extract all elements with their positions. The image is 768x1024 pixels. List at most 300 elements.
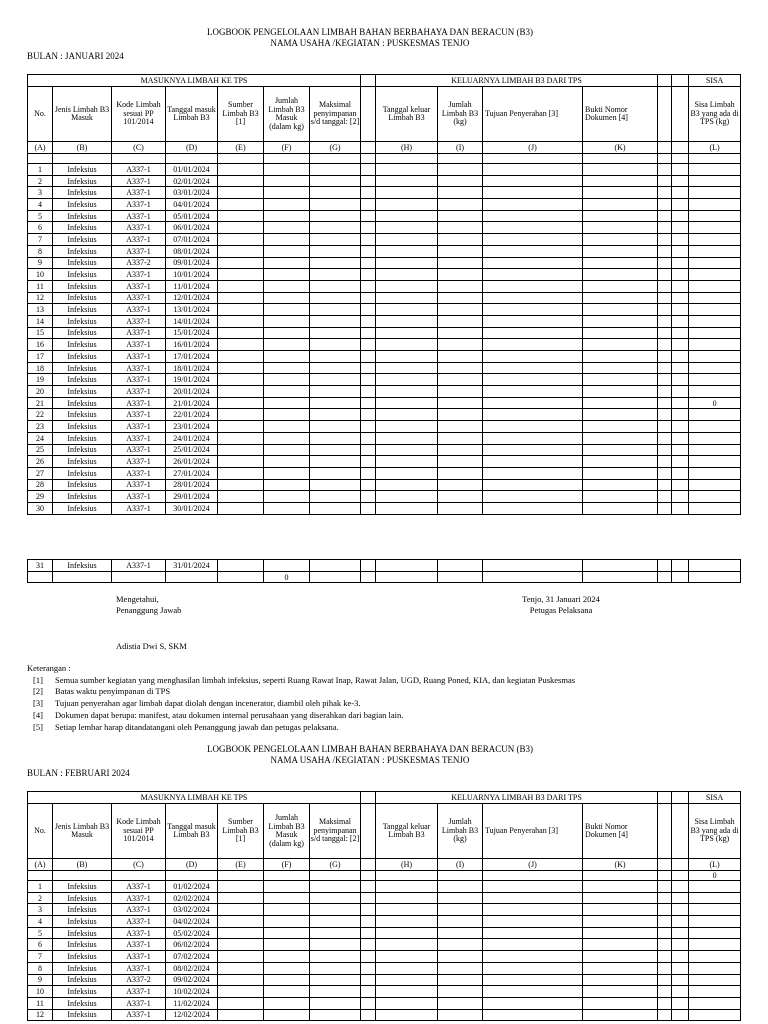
empty-cell	[376, 154, 438, 164]
cell-kode: A337-1	[112, 997, 166, 1009]
cell-tanggal: 12/01/2024	[166, 292, 218, 304]
note-text: Setiap lembar harap ditandatangani oleh Penanggung jawab dan petugas pelaksana.	[55, 721, 339, 732]
empty-cell	[310, 502, 361, 514]
empty-cell	[583, 997, 658, 1009]
empty-cell	[658, 315, 672, 327]
empty-cell	[376, 210, 438, 222]
cell-jenis: Infeksius	[53, 234, 112, 246]
empty-cell	[483, 397, 583, 409]
empty-cell	[658, 292, 672, 304]
spacer-cell	[672, 859, 689, 871]
cell-jenis: Infeksius	[53, 904, 112, 916]
empty-cell	[689, 939, 741, 951]
empty-cell	[438, 280, 483, 292]
empty-cell	[672, 315, 689, 327]
cell-jenis: Infeksius	[53, 339, 112, 351]
cell-no: 2	[28, 892, 53, 904]
note-item	[27, 675, 575, 687]
empty-cell	[361, 339, 376, 351]
empty-cell	[361, 986, 376, 998]
col-header-tanggal-masuk: Tanggal masuk Limbah B3	[166, 87, 218, 142]
cell-sisa	[689, 257, 741, 269]
cell-kode: A337-1	[112, 421, 166, 433]
col-letter-tujuan: (J)	[483, 142, 583, 154]
cell-no: 3	[28, 904, 53, 916]
cell-kode: A337-1	[112, 881, 166, 893]
empty-cell	[658, 467, 672, 479]
empty-cell	[658, 154, 672, 164]
cell-tanggal: 09/01/2024	[166, 257, 218, 269]
table-row	[28, 927, 741, 939]
cell-tanggal: 20/01/2024	[166, 386, 218, 398]
empty-cell	[218, 222, 264, 234]
empty-cell	[361, 881, 376, 893]
empty-cell	[376, 927, 438, 939]
empty-cell	[658, 339, 672, 351]
cell-tanggal: 22/01/2024	[166, 409, 218, 421]
empty-cell	[361, 479, 376, 491]
empty-cell	[218, 327, 264, 339]
empty-cell	[361, 154, 376, 164]
empty-cell	[658, 386, 672, 398]
cell-sisa	[689, 222, 741, 234]
cell-no: 1	[28, 881, 53, 893]
cell-no: 14	[28, 315, 53, 327]
cell-sisa	[689, 456, 741, 468]
col-header-sumber: Sumber Limbah B3 [1]	[218, 804, 264, 859]
empty-cell	[310, 916, 361, 928]
col-letter-jumlah-masuk: (F)	[264, 859, 310, 871]
empty-cell	[218, 362, 264, 374]
empty-cell	[483, 1009, 583, 1021]
empty-cell	[264, 421, 310, 433]
spacer-cell	[361, 142, 376, 154]
empty-cell	[438, 164, 483, 176]
empty-cell	[361, 974, 376, 986]
empty-cell	[658, 175, 672, 187]
table-row	[28, 386, 741, 398]
cell-jenis: Infeksius	[53, 444, 112, 456]
empty-cell	[483, 502, 583, 514]
empty-cell	[483, 210, 583, 222]
doc-title-feb: LOGBOOK PENGELOLAAN LIMBAH BAHAN BERBAHAYA DAN BERACUN (B3)	[207, 744, 533, 754]
empty-cell	[438, 154, 483, 164]
table-row	[28, 362, 741, 374]
total-jumlah-masuk: 0	[264, 571, 310, 583]
cell-kode: A337-1	[112, 560, 166, 572]
empty-cell	[218, 199, 264, 211]
cell-sisa	[689, 502, 741, 514]
empty-cell	[310, 397, 361, 409]
empty-cell	[583, 269, 658, 281]
empty-cell	[361, 280, 376, 292]
empty-cell	[672, 222, 689, 234]
col-letter-sumber: (E)	[218, 859, 264, 871]
empty-cell	[483, 916, 583, 928]
empty-cell	[310, 175, 361, 187]
empty-cell	[264, 927, 310, 939]
cell-no: 8	[28, 962, 53, 974]
empty-cell	[583, 362, 658, 374]
cell-jenis: Infeksius	[53, 222, 112, 234]
empty-cell	[361, 444, 376, 456]
col-header-bukti-dokumen: Bukti Nomor Dokumen [4]	[583, 87, 658, 142]
empty-cell	[438, 951, 483, 963]
cell-jenis: Infeksius	[53, 986, 112, 998]
empty-cell	[483, 997, 583, 1009]
empty-cell	[658, 397, 672, 409]
empty-cell	[583, 222, 658, 234]
empty-cell	[658, 871, 672, 881]
empty-cell	[438, 257, 483, 269]
empty-cell	[310, 351, 361, 363]
empty-cell	[361, 351, 376, 363]
empty-cell	[310, 234, 361, 246]
note-text: Semua sumber kegiatan yang menghasilan limbah infeksius, seperti Ruang Rawat Inap, Rawat Jalan, UGD, Ruang Poned, KIA, dan kegiatan Puskesmas	[55, 674, 576, 685]
cell-sisa	[689, 374, 741, 386]
col-letter-no: (A)	[28, 142, 53, 154]
empty-cell	[264, 257, 310, 269]
note-item	[27, 710, 575, 722]
empty-cell	[438, 187, 483, 199]
empty-cell	[438, 386, 483, 398]
cell-tanggal: 19/01/2024	[166, 374, 218, 386]
cell-jenis: Infeksius	[53, 456, 112, 468]
cell-no: 24	[28, 432, 53, 444]
empty-cell	[376, 986, 438, 998]
empty-cell	[583, 339, 658, 351]
col-header-kode: Kode Limbah sesuai PP 101/2014	[112, 87, 166, 142]
note-item	[27, 686, 575, 698]
cell-no: 22	[28, 409, 53, 421]
table-row	[28, 997, 741, 1009]
cell-tanggal: 14/01/2024	[166, 315, 218, 327]
cell-sisa	[689, 199, 741, 211]
empty-cell	[376, 916, 438, 928]
table-row	[28, 164, 741, 176]
empty-cell	[264, 210, 310, 222]
table-row	[28, 175, 741, 187]
cell-tanggal: 12/02/2024	[166, 1009, 218, 1021]
cell-tanggal: 10/01/2024	[166, 269, 218, 281]
empty-cell	[361, 374, 376, 386]
cell-kode: A337-1	[112, 304, 166, 316]
table-row	[28, 939, 741, 951]
cell-no: 31	[28, 560, 53, 572]
cell-kode: A337-1	[112, 491, 166, 503]
empty-cell	[218, 421, 264, 433]
empty-cell	[361, 292, 376, 304]
empty-cell	[672, 904, 689, 916]
empty-cell	[361, 491, 376, 503]
cell-kode: A337-1	[112, 479, 166, 491]
cell-jenis: Infeksius	[53, 502, 112, 514]
col-letter-jenis: (B)	[53, 142, 112, 154]
empty-cell	[218, 409, 264, 421]
empty-cell	[218, 467, 264, 479]
empty-cell	[672, 881, 689, 893]
header-label-row	[28, 804, 741, 859]
empty-cell	[438, 986, 483, 998]
empty-cell	[483, 351, 583, 363]
empty-cell	[438, 397, 483, 409]
table-row	[28, 187, 741, 199]
empty-cell	[310, 362, 361, 374]
cell-jenis: Infeksius	[53, 421, 112, 433]
empty-cell	[483, 245, 583, 257]
col-letter-sumber: (E)	[218, 142, 264, 154]
col-header-tanggal-keluar: Tanggal keluar Limbah B3	[376, 87, 438, 142]
empty-cell	[264, 154, 310, 164]
cell-tanggal: 06/02/2024	[166, 939, 218, 951]
cell-kode: A337-1	[112, 222, 166, 234]
spacer-cell	[658, 142, 672, 154]
empty-cell	[583, 986, 658, 998]
empty-cell	[361, 327, 376, 339]
cell-tanggal: 15/01/2024	[166, 327, 218, 339]
empty-cell	[672, 962, 689, 974]
empty-cell	[310, 164, 361, 176]
cell-sisa	[689, 164, 741, 176]
cell-tanggal: 01/01/2024	[166, 164, 218, 176]
empty-cell	[483, 974, 583, 986]
cell-jenis: Infeksius	[53, 245, 112, 257]
notes-section	[27, 663, 575, 733]
empty-cell	[583, 881, 658, 893]
empty-cell	[264, 467, 310, 479]
cell-sisa	[689, 479, 741, 491]
empty-cell	[672, 187, 689, 199]
empty-cell	[583, 386, 658, 398]
empty-cell	[583, 154, 658, 164]
empty-cell	[438, 491, 483, 503]
empty-cell	[658, 904, 672, 916]
empty-cell	[583, 962, 658, 974]
empty-cell	[483, 904, 583, 916]
empty-cell	[218, 916, 264, 928]
empty-cell	[218, 962, 264, 974]
empty-cell	[310, 421, 361, 433]
cell-no: 4	[28, 199, 53, 211]
empty-cell	[583, 292, 658, 304]
empty-cell	[483, 280, 583, 292]
cell-tanggal: 03/02/2024	[166, 904, 218, 916]
cell-no: 23	[28, 421, 53, 433]
empty-cell	[672, 397, 689, 409]
empty-cell	[264, 456, 310, 468]
table-row	[28, 986, 741, 998]
empty-cell	[438, 175, 483, 187]
empty-cell	[310, 951, 361, 963]
empty-cell	[483, 927, 583, 939]
empty-cell	[376, 881, 438, 893]
note-number: [3]	[33, 698, 43, 709]
empty-cell	[672, 175, 689, 187]
empty-cell	[264, 444, 310, 456]
empty-cell	[689, 997, 741, 1009]
empty-cell	[583, 164, 658, 176]
note-number: [2]	[33, 686, 43, 697]
col-header-no: No.	[28, 804, 53, 859]
empty-cell	[483, 374, 583, 386]
empty-cell	[376, 327, 438, 339]
empty-cell	[310, 871, 361, 881]
cell-kode: A337-1	[112, 199, 166, 211]
empty-cell	[218, 881, 264, 893]
empty-cell	[583, 927, 658, 939]
empty-cell	[310, 187, 361, 199]
empty-cell	[218, 1009, 264, 1021]
cell-jenis: Infeksius	[53, 560, 112, 572]
empty-cell	[218, 432, 264, 444]
empty-cell	[376, 222, 438, 234]
cell-no: 17	[28, 351, 53, 363]
empty-cell	[376, 939, 438, 951]
cell-jenis: Infeksius	[53, 374, 112, 386]
cell-tanggal: 16/01/2024	[166, 339, 218, 351]
col-header-tujuan: Tujuan Penyerahan [3]	[483, 804, 583, 859]
empty-cell	[672, 939, 689, 951]
cell-tanggal: 04/01/2024	[166, 199, 218, 211]
empty-cell	[361, 315, 376, 327]
empty-cell	[658, 280, 672, 292]
cell-tanggal: 25/01/2024	[166, 444, 218, 456]
empty-cell	[376, 175, 438, 187]
table-row	[28, 916, 741, 928]
table-row	[28, 491, 741, 503]
col-letter-kode: (C)	[112, 859, 166, 871]
group-sisa: SISA	[689, 792, 741, 804]
empty-cell	[583, 939, 658, 951]
cell-jenis: Infeksius	[53, 175, 112, 187]
cell-kode: A337-1	[112, 951, 166, 963]
empty-cell	[361, 257, 376, 269]
empty-cell	[310, 892, 361, 904]
empty-cell	[672, 421, 689, 433]
empty-cell	[310, 927, 361, 939]
total-row	[28, 571, 741, 583]
empty-cell	[689, 927, 741, 939]
empty-cell	[438, 234, 483, 246]
empty-cell	[361, 432, 376, 444]
empty-cell	[218, 175, 264, 187]
cell-jenis: Infeksius	[53, 974, 112, 986]
empty-cell	[672, 479, 689, 491]
empty-cell	[689, 951, 741, 963]
empty-cell	[672, 467, 689, 479]
cell-kode: A337-1	[112, 374, 166, 386]
header-label-row	[28, 87, 741, 142]
empty-cell	[438, 1009, 483, 1021]
cell-kode: A337-1	[112, 1009, 166, 1021]
cell-sisa	[689, 339, 741, 351]
empty-cell	[310, 245, 361, 257]
spacer-cell	[658, 859, 672, 871]
empty-cell	[361, 397, 376, 409]
empty-cell	[376, 432, 438, 444]
empty-cell	[583, 210, 658, 222]
empty-cell	[376, 502, 438, 514]
empty-cell	[672, 327, 689, 339]
cell-jenis: Infeksius	[53, 280, 112, 292]
empty-cell	[438, 939, 483, 951]
col-letter-tanggal-masuk: (D)	[166, 859, 218, 871]
empty-cell	[672, 304, 689, 316]
cell-kode: A337-1	[112, 432, 166, 444]
empty-cell	[672, 409, 689, 421]
cell-no: 9	[28, 974, 53, 986]
empty-cell	[672, 280, 689, 292]
empty-cell	[483, 386, 583, 398]
table-row	[28, 421, 741, 433]
group-masuk: MASUKNYA LIMBAH KE TPS	[28, 75, 361, 87]
signature-left-line1: Mengetahui,	[116, 594, 159, 604]
spacer-cell	[361, 87, 376, 142]
cell-no: 6	[28, 222, 53, 234]
empty-cell	[483, 939, 583, 951]
cell-no: 29	[28, 491, 53, 503]
empty-cell	[264, 939, 310, 951]
group-sisa: SISA	[689, 75, 741, 87]
empty-cell	[483, 199, 583, 211]
empty-cell	[583, 871, 658, 881]
table-row	[28, 432, 741, 444]
empty-cell	[376, 315, 438, 327]
note-text: Tujuan penyerahan agar limbah dapat diolah dengan incenerator, diambil oleh pihak ke-3.	[55, 698, 361, 709]
cell-tanggal: 08/01/2024	[166, 245, 218, 257]
empty-cell	[483, 164, 583, 176]
spacer-cell	[672, 75, 689, 87]
empty-cell	[672, 871, 689, 881]
empty-cell	[310, 444, 361, 456]
group-keluar: KELUARNYA LIMBAH B3 DARI TPS	[376, 75, 658, 87]
empty-cell	[310, 315, 361, 327]
empty-cell	[583, 916, 658, 928]
col-letter-tanggal-masuk: (D)	[166, 142, 218, 154]
col-letter-sisa: (L)	[689, 859, 741, 871]
empty-cell	[361, 362, 376, 374]
empty-cell	[361, 269, 376, 281]
empty-cell	[672, 210, 689, 222]
empty-cell	[53, 154, 112, 164]
cell-no: 21	[28, 397, 53, 409]
month-label-february: BULAN : FEBRUARI 2024	[27, 768, 130, 778]
note-item	[27, 698, 575, 710]
empty-cell	[310, 199, 361, 211]
empty-cell	[376, 479, 438, 491]
cell-tanggal: 26/01/2024	[166, 456, 218, 468]
empty-cell	[438, 351, 483, 363]
empty-cell	[376, 269, 438, 281]
table-row	[28, 456, 741, 468]
empty-cell	[438, 374, 483, 386]
empty-cell	[264, 479, 310, 491]
empty-cell	[218, 502, 264, 514]
header-letter-row	[28, 859, 741, 871]
cell-no: 19	[28, 374, 53, 386]
cell-no: 8	[28, 245, 53, 257]
table-row	[28, 502, 741, 514]
logbook-table-january-last-day	[27, 559, 741, 583]
empty-cell	[672, 164, 689, 176]
cell-sisa	[689, 421, 741, 433]
empty-cell	[310, 881, 361, 893]
table-row	[28, 1009, 741, 1021]
cell-kode: A337-1	[112, 397, 166, 409]
empty-cell	[376, 386, 438, 398]
empty-cell	[264, 502, 310, 514]
empty-cell	[218, 210, 264, 222]
